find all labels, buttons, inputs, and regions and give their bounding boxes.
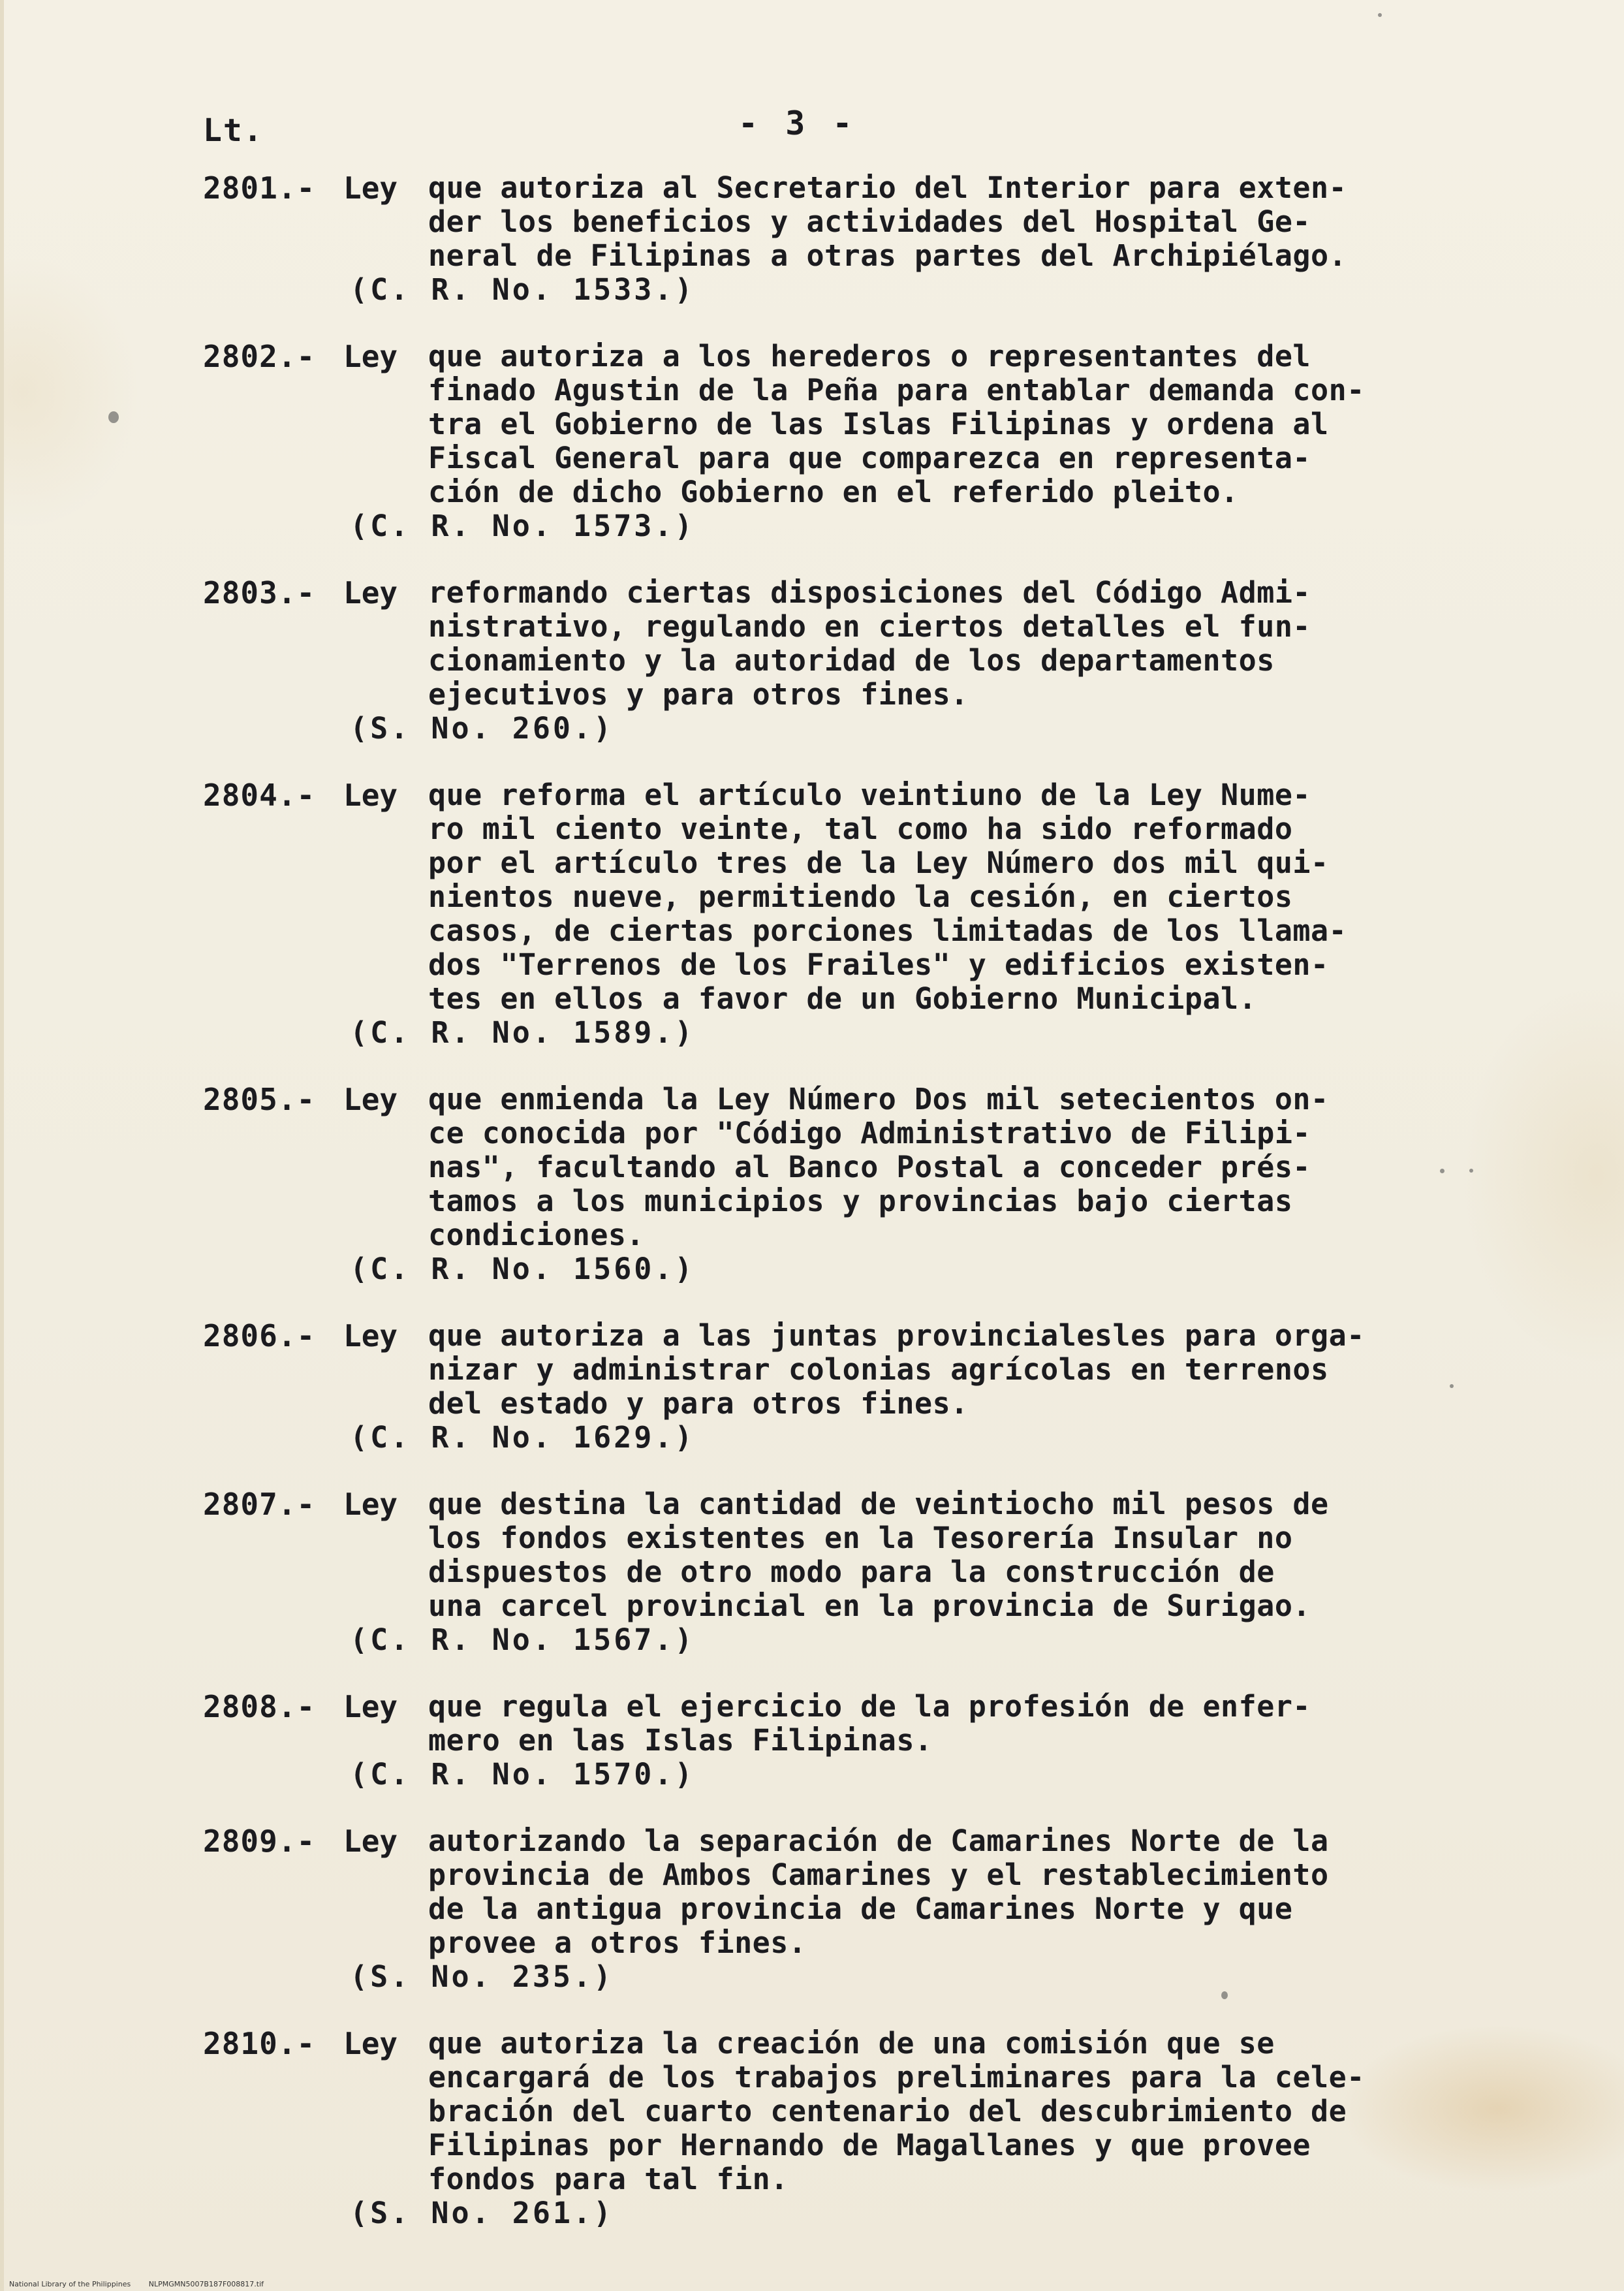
law-text-line: dos "Terrenos de los Frailes" y edificios existen- <box>428 947 1329 982</box>
law-text-line: que destina la cantidad de veintiocho mil pesos de <box>428 1487 1329 1521</box>
law-text-line: reformando ciertas disposiciones del Código Admi- <box>428 575 1311 610</box>
law-text-line: encargará de los trabajos preliminares para la cele- <box>428 2060 1365 2094</box>
law-reference: (C. R. No. 1570.) <box>350 1757 695 1792</box>
law-text-line: provincia de Ambos Camarines y el restablecimiento <box>428 1857 1329 1892</box>
law-text-line: que autoriza a las juntas provincialesles para orga- <box>428 1318 1365 1353</box>
law-entry <box>203 1082 1495 1286</box>
law-entry <box>203 340 1495 543</box>
law-entry <box>203 1319 1495 1455</box>
law-number: 2801.- <box>203 170 316 206</box>
law-text-line: una carcel provincial en la provincia de Surigao. <box>428 1588 1311 1623</box>
law-entry <box>203 171 1495 307</box>
law-type: Ley <box>343 778 398 813</box>
law-text-line: condiciones. <box>428 1218 645 1252</box>
law-text-line: bración del cuarto centenario del descubrimiento de <box>428 2094 1347 2128</box>
law-reference: (S. No. 261.) <box>350 2196 614 2230</box>
law-list <box>203 171 1495 2230</box>
header-initials: Lt. <box>203 112 264 149</box>
law-number: 2805.- <box>203 1082 316 1117</box>
law-text-line: que regula el ejercicio de la profesión de enfer- <box>428 1689 1311 1724</box>
law-reference: (C. R. No. 1629.) <box>350 1420 695 1455</box>
law-number: 2804.- <box>203 778 316 813</box>
law-type: Ley <box>343 2026 398 2061</box>
page-number: - 3 - <box>738 104 856 142</box>
law-reference: (S. No. 235.) <box>350 1959 614 1994</box>
law-text-line: provee a otros fines. <box>428 1925 807 1960</box>
law-text-line: por el artículo tres de la Ley Número dos mil qui- <box>428 845 1329 880</box>
paper-speck <box>1440 1169 1444 1173</box>
law-text-line: que enmienda la Ley Número Dos mil setecientos on- <box>428 1082 1329 1116</box>
law-reference: (C. R. No. 1589.) <box>350 1015 695 1050</box>
law-text-line: que autoriza la creación de una comisión que se <box>428 2026 1275 2061</box>
paper-speck <box>1378 13 1382 17</box>
footer-file: NLPMGMN5007B187F008817.tif <box>148 2280 264 2288</box>
law-type: Ley <box>343 1487 398 1522</box>
law-entry <box>203 778 1495 1050</box>
law-number: 2810.- <box>203 2026 316 2061</box>
law-text-line: Fiscal General para que comparezca en representa- <box>428 441 1311 475</box>
law-text-line: cionamiento y la autoridad de los departamentos <box>428 643 1275 678</box>
law-text-line: autorizando la separación de Camarines Norte de la <box>428 1824 1329 1858</box>
law-text-line: que reforma el artículo veintiuno de la Ley Nume- <box>428 778 1311 812</box>
law-reference: (C. R. No. 1560.) <box>350 1252 695 1286</box>
law-text-line: dispuestos de otro modo para la construcción de <box>428 1555 1275 1589</box>
law-text-line: mero en las Islas Filipinas. <box>428 1723 933 1758</box>
law-text-line: finado Agustin de la Peña para entablar demanda con- <box>428 373 1365 407</box>
paper-speck <box>1221 1991 1228 1999</box>
law-type: Ley <box>343 1689 398 1724</box>
law-type: Ley <box>343 170 398 206</box>
law-text-line: tamos a los municipios y provincias bajo ciertas <box>428 1184 1293 1218</box>
law-text-line: que autoriza a los herederos o representantes del <box>428 339 1311 373</box>
law-entry <box>203 1824 1495 1994</box>
law-text-line: nistrativo, regulando en ciertos detalles el fun- <box>428 609 1311 644</box>
law-text-line: neral de Filipinas a otras partes del Archipiélago. <box>428 238 1347 273</box>
law-text-line: los fondos existentes en la Tesorería Insular no <box>428 1521 1293 1555</box>
law-text-line: nizar y administrar colonias agrícolas en terrenos <box>428 1352 1329 1387</box>
law-text-line: ejecutivos y para otros fines. <box>428 677 969 712</box>
law-type: Ley <box>343 1318 398 1353</box>
law-entry <box>203 1690 1495 1792</box>
law-text-line: ro mil ciento veinte, tal como ha sido reformado <box>428 812 1293 846</box>
paper-speck <box>108 411 119 423</box>
law-number: 2806.- <box>203 1318 316 1353</box>
law-entry <box>203 576 1495 746</box>
law-text-line: ce conocida por "Código Administrativo de Filipi- <box>428 1116 1311 1150</box>
law-type: Ley <box>343 339 398 374</box>
law-number: 2803.- <box>203 575 316 610</box>
law-text-line: que autoriza al Secretario del Interior para exten- <box>428 170 1347 205</box>
law-text-line: nientos nueve, permitiendo la cesión, en ciertos <box>428 879 1293 914</box>
law-number: 2807.- <box>203 1487 316 1522</box>
law-entry <box>203 1487 1495 1657</box>
law-entry <box>203 2027 1495 2230</box>
paper-speck <box>1469 1169 1473 1173</box>
law-text-line: casos, de ciertas porciones limitadas de los llama- <box>428 913 1347 948</box>
law-text-line: ción de dicho Gobierno en el referido pleito. <box>428 475 1239 509</box>
law-text-line: del estado y para otros fines. <box>428 1386 969 1421</box>
law-text-line: Filipinas por Hernando de Magallanes y que provee <box>428 2128 1311 2162</box>
law-number: 2808.- <box>203 1689 316 1724</box>
law-text-line: tes en ellos a favor de un Gobierno Municipal. <box>428 981 1257 1016</box>
law-text-line: nas", facultando al Banco Postal a conceder prés- <box>428 1150 1311 1184</box>
law-text-line: fondos para tal fin. <box>428 2162 789 2196</box>
law-text-line: de la antigua provincia de Camarines Norte y que <box>428 1891 1293 1926</box>
law-type: Ley <box>343 1824 398 1859</box>
footer-source: National Library of the Philippines <box>9 2280 131 2288</box>
law-text-line: tra el Gobierno de las Islas Filipinas y ordena al <box>428 407 1329 441</box>
law-number: 2809.- <box>203 1824 316 1859</box>
law-reference: (C. R. No. 1533.) <box>350 272 695 307</box>
scan-footer <box>9 2280 264 2288</box>
law-text-line: der los beneficios y actividades del Hospital Ge- <box>428 204 1311 239</box>
law-reference: (C. R. No. 1567.) <box>350 1622 695 1657</box>
law-type: Ley <box>343 575 398 610</box>
law-reference: (S. No. 260.) <box>350 711 614 746</box>
law-number: 2802.- <box>203 339 316 374</box>
law-type: Ley <box>343 1082 398 1117</box>
paper-speck <box>1450 1384 1454 1388</box>
law-reference: (C. R. No. 1573.) <box>350 509 695 543</box>
